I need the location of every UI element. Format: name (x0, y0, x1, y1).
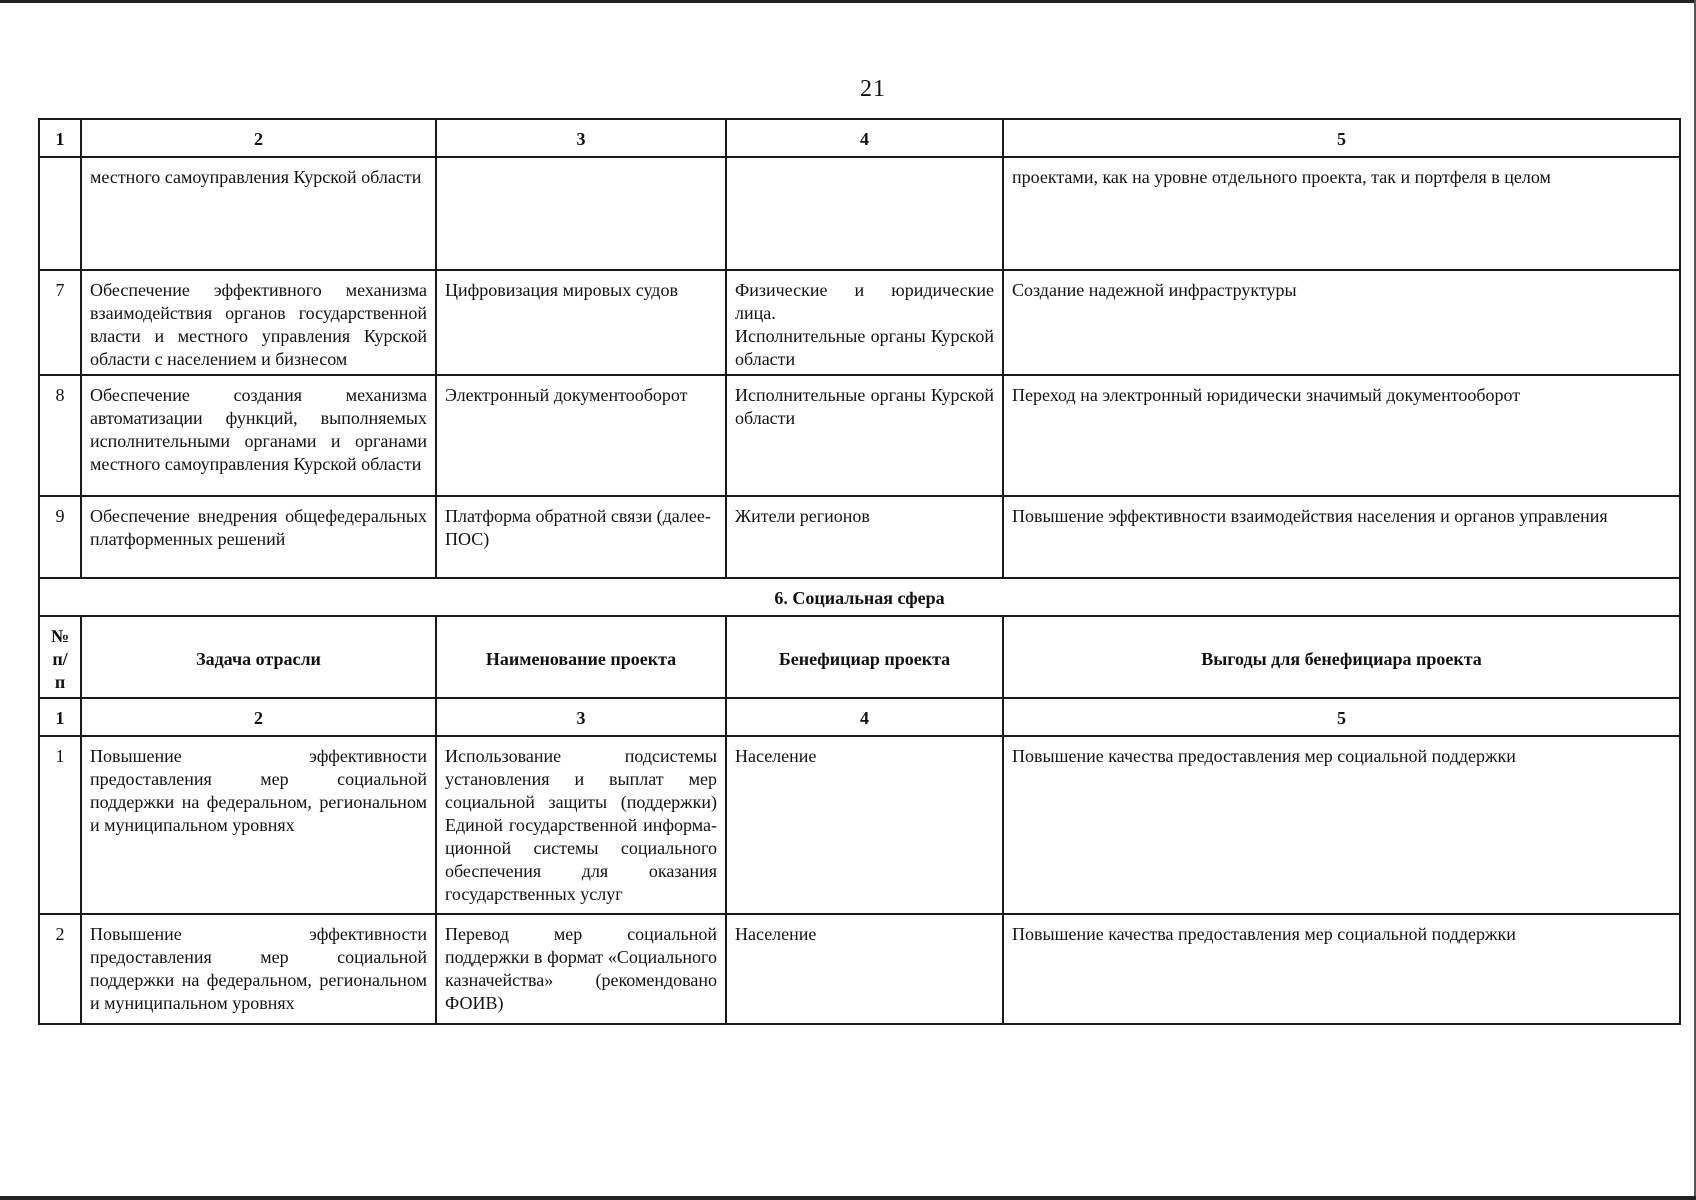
header-number-line1: № (50, 626, 70, 646)
beneficiary-cell (726, 270, 1003, 375)
table-row (39, 270, 1680, 375)
beneficiary-cell (726, 157, 1003, 270)
benefits-cell: Повышение качества предоставления мер социальной поддержки (1003, 914, 1680, 1024)
project-cell: Электронный документооборот (436, 375, 726, 496)
beneficiary-line: Физические и юридические лица. (735, 280, 994, 323)
project-cell: Перевод мер социальной поддержки в формат «Социального казначейства» (рекомендовано ФОИВ) (436, 914, 726, 1024)
beneficiary-cell: Население (726, 914, 1003, 1024)
header-beneficiary: Бенефициар проекта (726, 616, 1003, 698)
column-number-row (39, 119, 1680, 157)
column-number: 2 (81, 119, 436, 157)
column-number: 3 (436, 698, 726, 736)
page-number: 21 (860, 76, 886, 102)
column-number: 5 (1003, 698, 1680, 736)
table-row (39, 914, 1680, 1024)
project-cell: Использование подсистемы установления и выплат мер социальной защиты (поддержки) Единой государственной информа-ционной системы социального обеспечения для оказания государственных услуг (436, 736, 726, 914)
row-number: 9 (39, 496, 81, 578)
project-cell (436, 157, 726, 270)
beneficiary-line: Исполнительные органы Курской области (735, 326, 994, 369)
table-row (39, 736, 1680, 914)
row-number: 7 (39, 270, 81, 375)
task-cell: Повышение эффективности предоставления мер социальной поддержки на федеральном, региональном и муниципальном уровнях (81, 736, 436, 914)
benefits-cell: Создание надежной инфраструктуры (1003, 270, 1680, 375)
task-cell: Повышение эффективности предоставления мер социальной поддержки на федеральном, региональном и муниципальном уровнях (81, 914, 436, 1024)
projects-table (38, 118, 1681, 1025)
benefits-cell: Повышение эффективности взаимодействия населения и органов управления (1003, 496, 1680, 578)
task-cell: Обеспечение эффективного механизма взаимодействия органов государственной власти и местного управления Курской области с населением и бизнесом (81, 270, 436, 375)
header-task: Задача отрасли (81, 616, 436, 698)
beneficiary-cell: Жители регионов (726, 496, 1003, 578)
table-row (39, 375, 1680, 496)
column-number: 5 (1003, 119, 1680, 157)
row-number: 1 (39, 736, 81, 914)
benefits-cell: Переход на электронный юридически значимый документооборот (1003, 375, 1680, 496)
row-number: 8 (39, 375, 81, 496)
row-number (39, 157, 81, 270)
row-number: 2 (39, 914, 81, 1024)
header-project: Наименование проекта (436, 616, 726, 698)
header-benefits: Выгоды для бенефициара проекта (1003, 616, 1680, 698)
header-row (39, 616, 1680, 698)
table-row (39, 157, 1680, 270)
section-title-row (39, 578, 1680, 616)
benefits-cell: Повышение качества предоставления мер социальной поддержки (1003, 736, 1680, 914)
column-number: 4 (726, 698, 1003, 736)
task-cell: местного самоуправления Курской области (81, 157, 436, 270)
column-number: 4 (726, 119, 1003, 157)
task-cell: Обеспечение создания механизма автоматизации функций, выполняемых исполнительными органами и органами местного самоуправления Курской области (81, 375, 436, 496)
column-number: 1 (39, 698, 81, 736)
scan-edge-top (0, 0, 1696, 3)
section-title: 6. Социальная сфера (39, 578, 1680, 616)
header-number-cell (39, 616, 81, 698)
task-cell: Обеспечение внедрения общефедеральных платформенных решений (81, 496, 436, 578)
benefits-cell: проектами, как на уровне отдельного проекта, так и портфеля в целом (1003, 157, 1680, 270)
project-cell: Платформа обратной связи (далее-ПОС) (436, 496, 726, 578)
scan-edge-bottom (0, 1196, 1696, 1200)
project-cell: Цифровизация мировых судов (436, 270, 726, 375)
column-number: 2 (81, 698, 436, 736)
table-row (39, 496, 1680, 578)
header-number-line2: п/п (52, 649, 68, 692)
beneficiary-cell: Население (726, 736, 1003, 914)
column-number-row (39, 698, 1680, 736)
beneficiary-cell: Исполнительные органы Курской области (726, 375, 1003, 496)
column-number: 1 (39, 119, 81, 157)
column-number: 3 (436, 119, 726, 157)
